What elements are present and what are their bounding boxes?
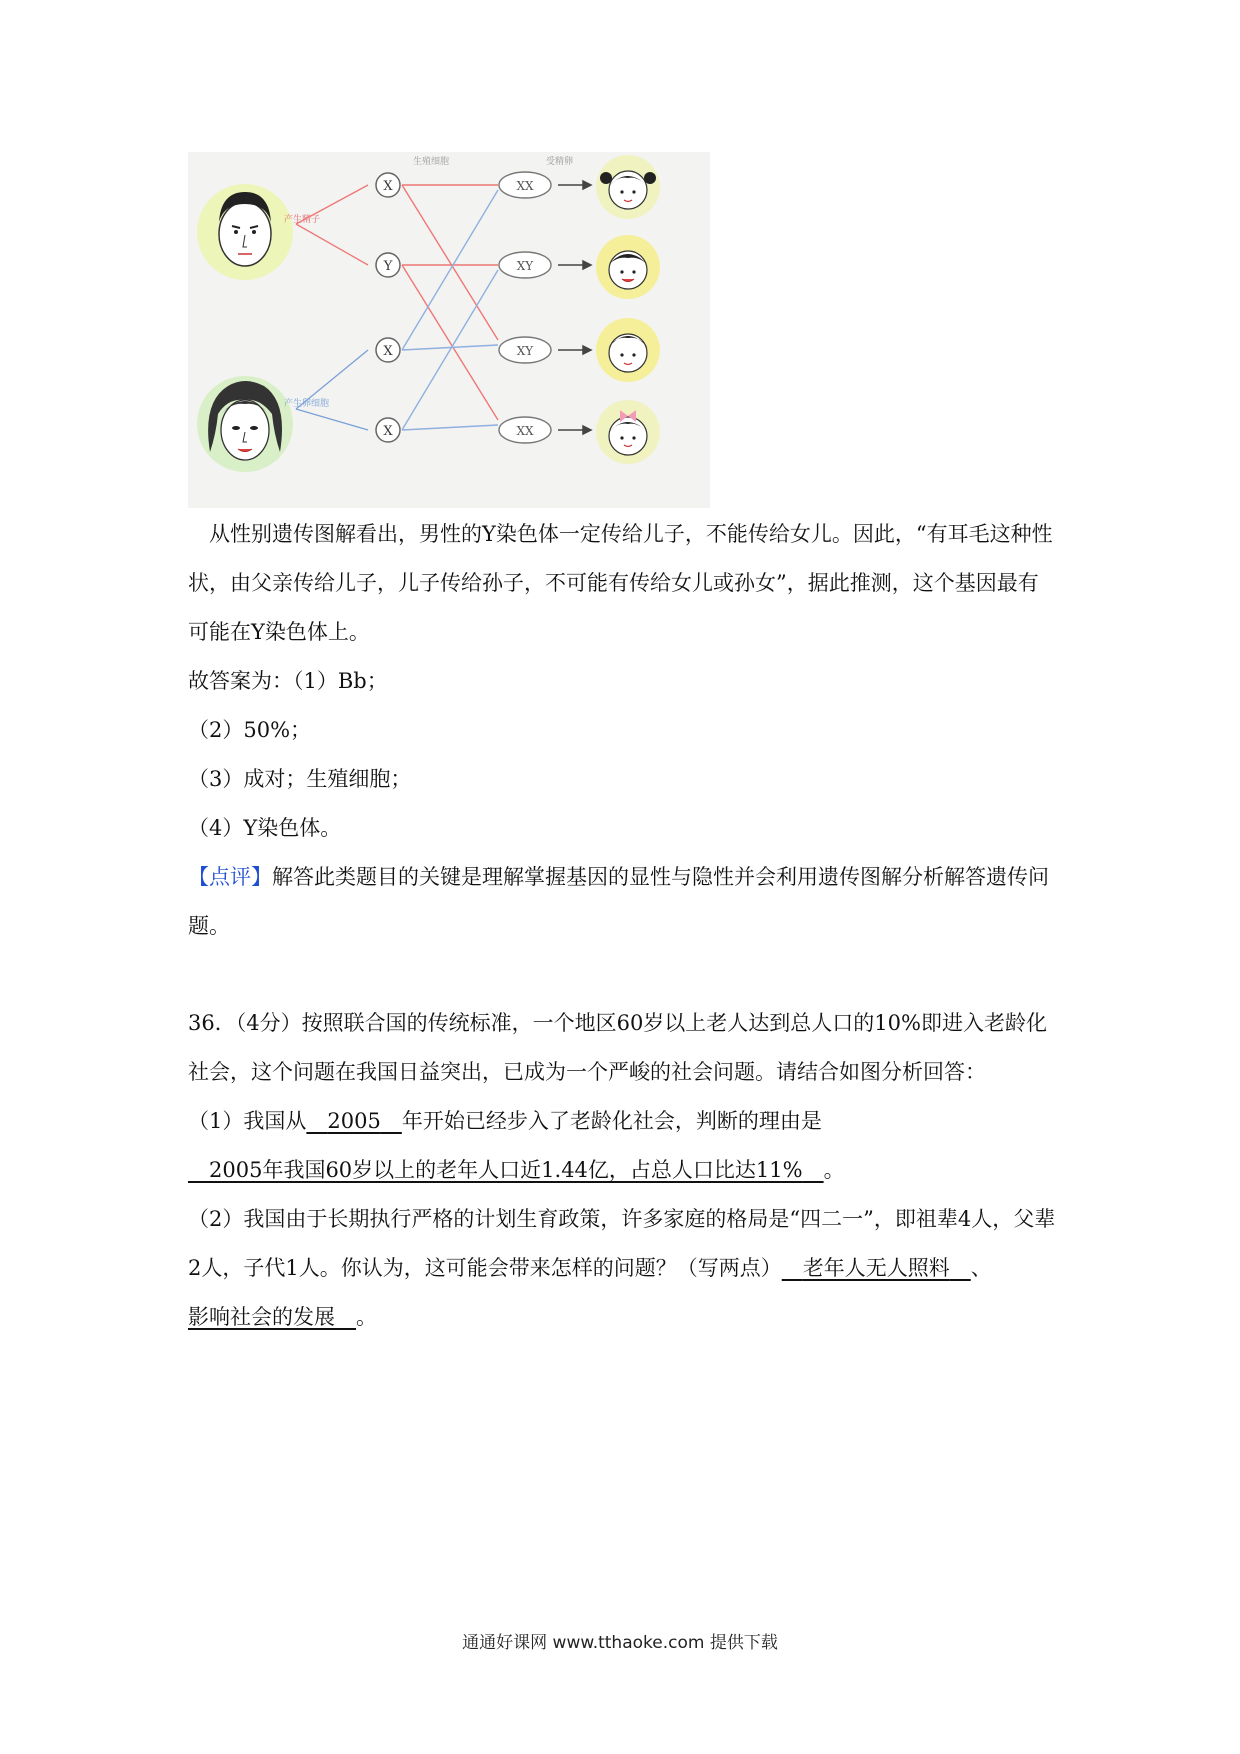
gamete-cell bbox=[376, 253, 400, 277]
sperm-group-label: 产生精子 bbox=[284, 215, 321, 225]
gamete-label: X bbox=[383, 424, 393, 439]
father-face-icon bbox=[197, 184, 293, 280]
question-36-stem: 36．（4分）按照联合国的传统标准，一个地区60岁以上老人达到总人口的10%即进入老龄化社会，这个问题在我国日益突出，已成为一个严峻的社会问题。请结合如图分析回答： bbox=[188, 1011, 1047, 1084]
gamete-cell bbox=[376, 418, 400, 442]
gamete-label: X bbox=[383, 344, 393, 359]
q1-answer-year: 2005 bbox=[327, 1109, 381, 1133]
zygote-cell bbox=[499, 337, 551, 363]
page-footer: 通通好课网 www.tthaoke.com 提供下载 bbox=[462, 1633, 778, 1653]
answer-item-2: （2）50%； bbox=[188, 718, 312, 742]
comment-tag: 【点评】 bbox=[188, 865, 272, 889]
comment-paragraph bbox=[188, 853, 1058, 951]
zygote-cell bbox=[499, 252, 551, 278]
zygote-label: XX bbox=[516, 424, 534, 438]
zygote-column-label: 受精卵 bbox=[546, 157, 574, 167]
daughter-face-icon bbox=[596, 400, 660, 464]
gamete-label: Y bbox=[383, 259, 393, 274]
egg-group-label: 产生卵细胞 bbox=[284, 399, 330, 409]
q2-end: 。 bbox=[356, 1305, 377, 1329]
question-36-part2 bbox=[188, 1195, 1058, 1342]
q1-end: 。 bbox=[823, 1158, 845, 1182]
daughter-face-icon bbox=[596, 155, 660, 219]
q2-text: （2）我国由于长期执行严格的计划生育政策，许多家庭的格局是“四二一”，即祖辈4人，父辈2人，子代1人。你认为，这可能会带来怎样的问题？（写两点） bbox=[188, 1207, 1056, 1280]
q1-answer-reason: 2005年我国60岁以上的老年人口近1.44亿，占总人口比达11% bbox=[209, 1158, 803, 1182]
answer-item-3: （3）成对；生殖细胞； bbox=[188, 767, 412, 791]
gamete-label: X bbox=[383, 179, 393, 194]
q2-separator: 、 bbox=[970, 1256, 992, 1280]
zygote-cell bbox=[499, 417, 551, 443]
answer-intro: 故答案为：（1）Bb； bbox=[188, 669, 388, 693]
explanation-paragraph: 从性别遗传图解看出，男性的Y染色体一定传给儿子，不能传给女儿。因此，“有耳毛这种性状，由父亲传给儿子，儿子传给孙子，不可能有传给女儿或孙女”，据此推测，这个基因最有可能在Y染色体上。 bbox=[188, 522, 1053, 644]
inheritance-diagram bbox=[188, 152, 710, 508]
answer-item-4: （4）Y染色体。 bbox=[188, 816, 342, 840]
q1-prefix: （1）我国从 bbox=[188, 1109, 307, 1133]
question-36-part1 bbox=[188, 1097, 1058, 1195]
zygote-label: XY bbox=[516, 259, 534, 273]
q1-middle: 年开始已经步入了老龄化社会，判断的理由是 bbox=[401, 1109, 822, 1133]
q2-answer-2: 影响社会的发展 bbox=[188, 1305, 335, 1329]
son-face-icon bbox=[596, 318, 660, 382]
comment-text: 解答此类题目的关键是理解掌握基因的显性与隐性并会利用遗传图解分析解答遗传问题。 bbox=[188, 865, 1049, 938]
q2-answer-1: 老年人无人照料 bbox=[802, 1256, 950, 1280]
zygote-label: XX bbox=[516, 179, 534, 193]
zygote-label: XY bbox=[516, 344, 534, 358]
son-face-icon bbox=[596, 235, 660, 299]
result-arrows bbox=[558, 181, 591, 434]
zygote-cell bbox=[499, 172, 551, 198]
mother-face-icon bbox=[197, 376, 293, 472]
gamete-cell bbox=[376, 173, 400, 197]
sex-inheritance-figure bbox=[188, 152, 710, 508]
gamete-column-label: 生殖细胞 bbox=[413, 157, 450, 167]
gamete-cell bbox=[376, 338, 400, 362]
